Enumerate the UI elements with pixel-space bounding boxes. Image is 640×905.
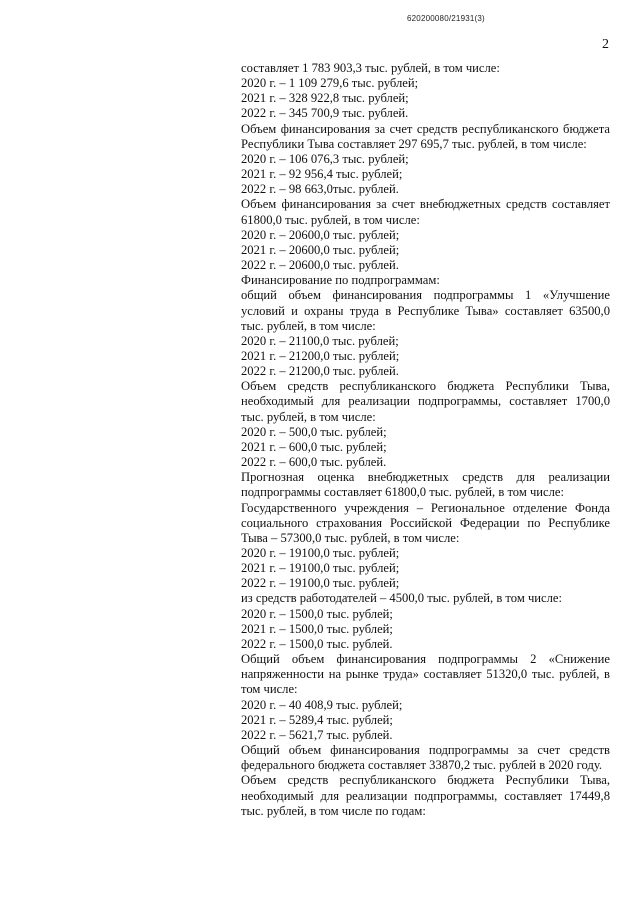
text-paragraph: Общий объем финансирования подпрограммы 2 «Снижение напряженности на рынке труда» составляет 51320,0 тыс. рублей, в том числе: — [241, 652, 610, 697]
document-id: 620200080/21931(3) — [407, 14, 485, 23]
text-line: 2021 г. – 21200,0 тыс. рублей; — [241, 348, 400, 363]
text-line: из средств работодателей – 4500,0 тыс. рублей, в том числе: — [241, 591, 562, 606]
document-body — [241, 61, 610, 819]
text-line: 2022 г. – 600,0 тыс. рублей. — [241, 455, 387, 470]
text-paragraph: Общий объем финансирования подпрограммы за счет средств федерального бюджета составляет 33870,2 тыс. рублей в 2020 году. — [241, 743, 610, 773]
text-paragraph: Объем финансирования за счет средств республиканского бюджета Республики Тыва составляет 297 695,7 тыс. рублей, в том числе: — [241, 121, 610, 151]
text-paragraph: общий объем финансирования подпрограммы 1 «Улучшение условий и охраны труда в Республике Тыва» составляет 63500,0 тыс. рублей, в том числе: — [241, 288, 610, 333]
text-line: 2022 г. – 1500,0 тыс. рублей. — [241, 636, 393, 651]
text-paragraph: Прогнозная оценка внебюджетных средств для реализации подпрограммы составляет 61800,0 тыс. рублей, в том числе: — [241, 470, 610, 500]
text-line: 2021 г. – 5289,4 тыс. рублей; — [241, 712, 393, 727]
text-line: Финансирование по подпрограммам: — [241, 273, 440, 288]
text-paragraph: Объем средств республиканского бюджета Республики Тыва, необходимый для реализации подпрограммы, составляет 17449,8 тыс. рублей, в том числе по годам: — [241, 773, 610, 818]
text-line: 2022 г. – 19100,0 тыс. рублей; — [241, 576, 400, 591]
text-line: 2020 г. – 1 109 279,6 тыс. рублей; — [241, 76, 419, 91]
text-line: 2021 г. – 19100,0 тыс. рублей; — [241, 561, 400, 576]
page-number: 2 — [602, 37, 609, 52]
text-line: 2021 г. – 20600,0 тыс. рублей; — [241, 242, 400, 257]
text-line: 2021 г. – 328 922,8 тыс. рублей; — [241, 91, 409, 106]
text-line: 2022 г. – 98 663,0тыс. рублей. — [241, 182, 399, 197]
text-line: 2022 г. – 20600,0 тыс. рублей. — [241, 258, 399, 273]
text-line: 2020 г. – 19100,0 тыс. рублей; — [241, 546, 400, 560]
text-line: 2021 г. – 600,0 тыс. рублей; — [241, 439, 387, 454]
text-paragraph: Государственного учреждения – Региональное отделение Фонда социального страхования Российской Федерации по Республике Тыва – 57300,0 тыс. рублей, в том числе: — [241, 500, 610, 545]
text-line: 2020 г. – 500,0 тыс. рублей; — [241, 424, 387, 439]
text-line: 2020 г. – 40 408,9 тыс. рублей; — [241, 697, 403, 712]
text-line: 2021 г. – 1500,0 тыс. рублей; — [241, 621, 393, 636]
text-line: 2020 г. – 21100,0 тыс. рублей; — [241, 333, 399, 348]
text-line: 2020 г. – 20600,0 тыс. рублей; — [241, 227, 400, 242]
text-line: 2022 г. – 345 700,9 тыс. рублей. — [241, 106, 409, 121]
text-line: 2022 г. – 21200,0 тыс. рублей. — [241, 364, 399, 379]
text-line: 2020 г. – 1500,0 тыс. рублей; — [241, 606, 393, 621]
text-line: составляет 1 783 903,3 тыс. рублей, в том числе: — [241, 61, 500, 75]
text-line: 2022 г. – 5621,7 тыс. рублей. — [241, 727, 393, 742]
text-line: 2020 г. – 106 076,3 тыс. рублей; — [241, 151, 409, 166]
text-line: 2021 г. – 92 956,4 тыс. рублей; — [241, 167, 403, 182]
text-paragraph: Объем финансирования за счет внебюджетных средств составляет 61800,0 тыс. рублей, в том числе: — [241, 197, 610, 227]
text-paragraph: Объем средств республиканского бюджета Республики Тыва, необходимый для реализации подпрограммы, составляет 1700,0 тыс. рублей, в том числе: — [241, 379, 610, 424]
